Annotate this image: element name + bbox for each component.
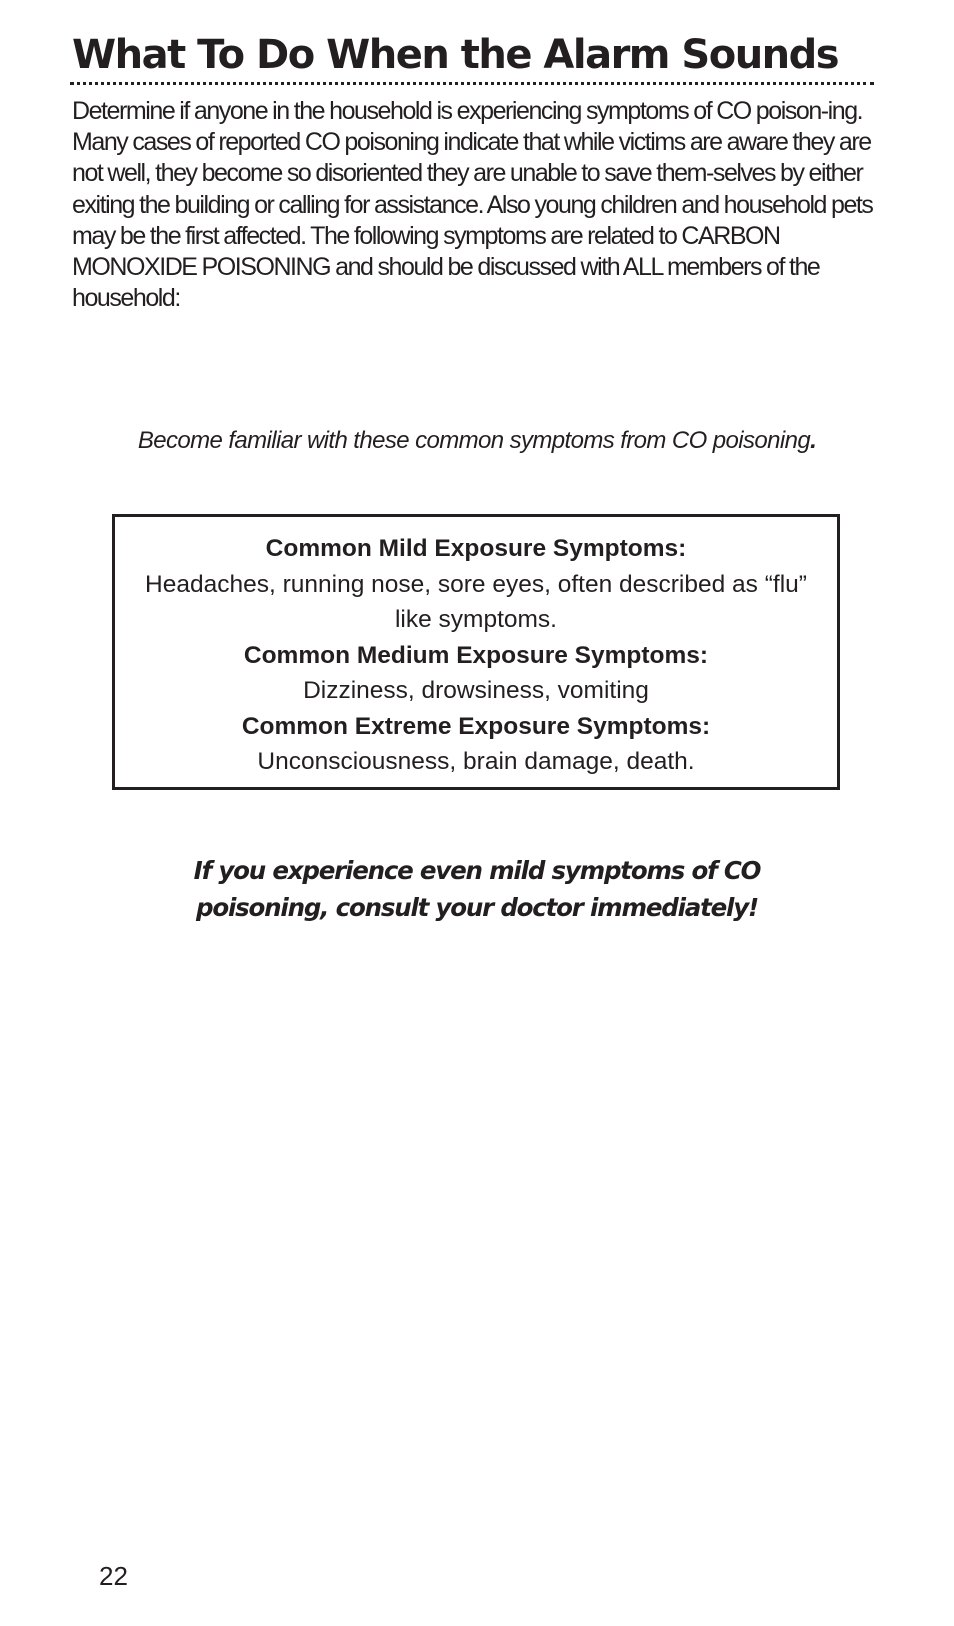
mild-symptoms-text: Headaches, running nose, sore eyes, often described as “flu” like symptoms. [145,570,807,633]
medium-symptoms-text: Dizziness, drowsiness, vomiting [303,677,649,704]
heading-dotted-rule [70,82,874,85]
symptoms-box [112,514,840,790]
extreme-symptoms-heading: Common Extreme Exposure Symptoms: [241,712,711,740]
doctor-warning [0,852,954,926]
page-number: 22 [99,1561,128,1591]
intro-paragraph: Determine if anyone in the household is experiencing symptoms of CO poison-ing. Many cases of reported CO poisoning indicate that while victims are aware they are not well, they become so disoriented they are unable to save them-selves by either exiting the building or calling for assistance. Also young children and household pets may be the first affected. The following symptoms are related to CARBON MONOXIDE POISONING and should be discussed with ALL members of the household: [72,97,873,313]
mild-symptoms-heading: Common Mild Exposure Symptoms: [265,535,687,562]
familiar-note [0,426,954,456]
doctor-warning-line-2: poisoning, consult your doctor immediately! [195,893,758,922]
familiar-note-text: Become familiar with these common symptoms from CO poisoning [137,427,811,454]
familiar-note-period: . [810,427,817,454]
extreme-symptoms-text: Unconsciousness, brain damage, death. [257,748,695,775]
medium-symptoms-heading: Common Medium Exposure Symptoms: [243,641,709,669]
doctor-warning-line-1: If you experience even mild symptoms of CO [193,856,761,885]
page-heading: What To Do When the Alarm Sounds [72,32,839,78]
